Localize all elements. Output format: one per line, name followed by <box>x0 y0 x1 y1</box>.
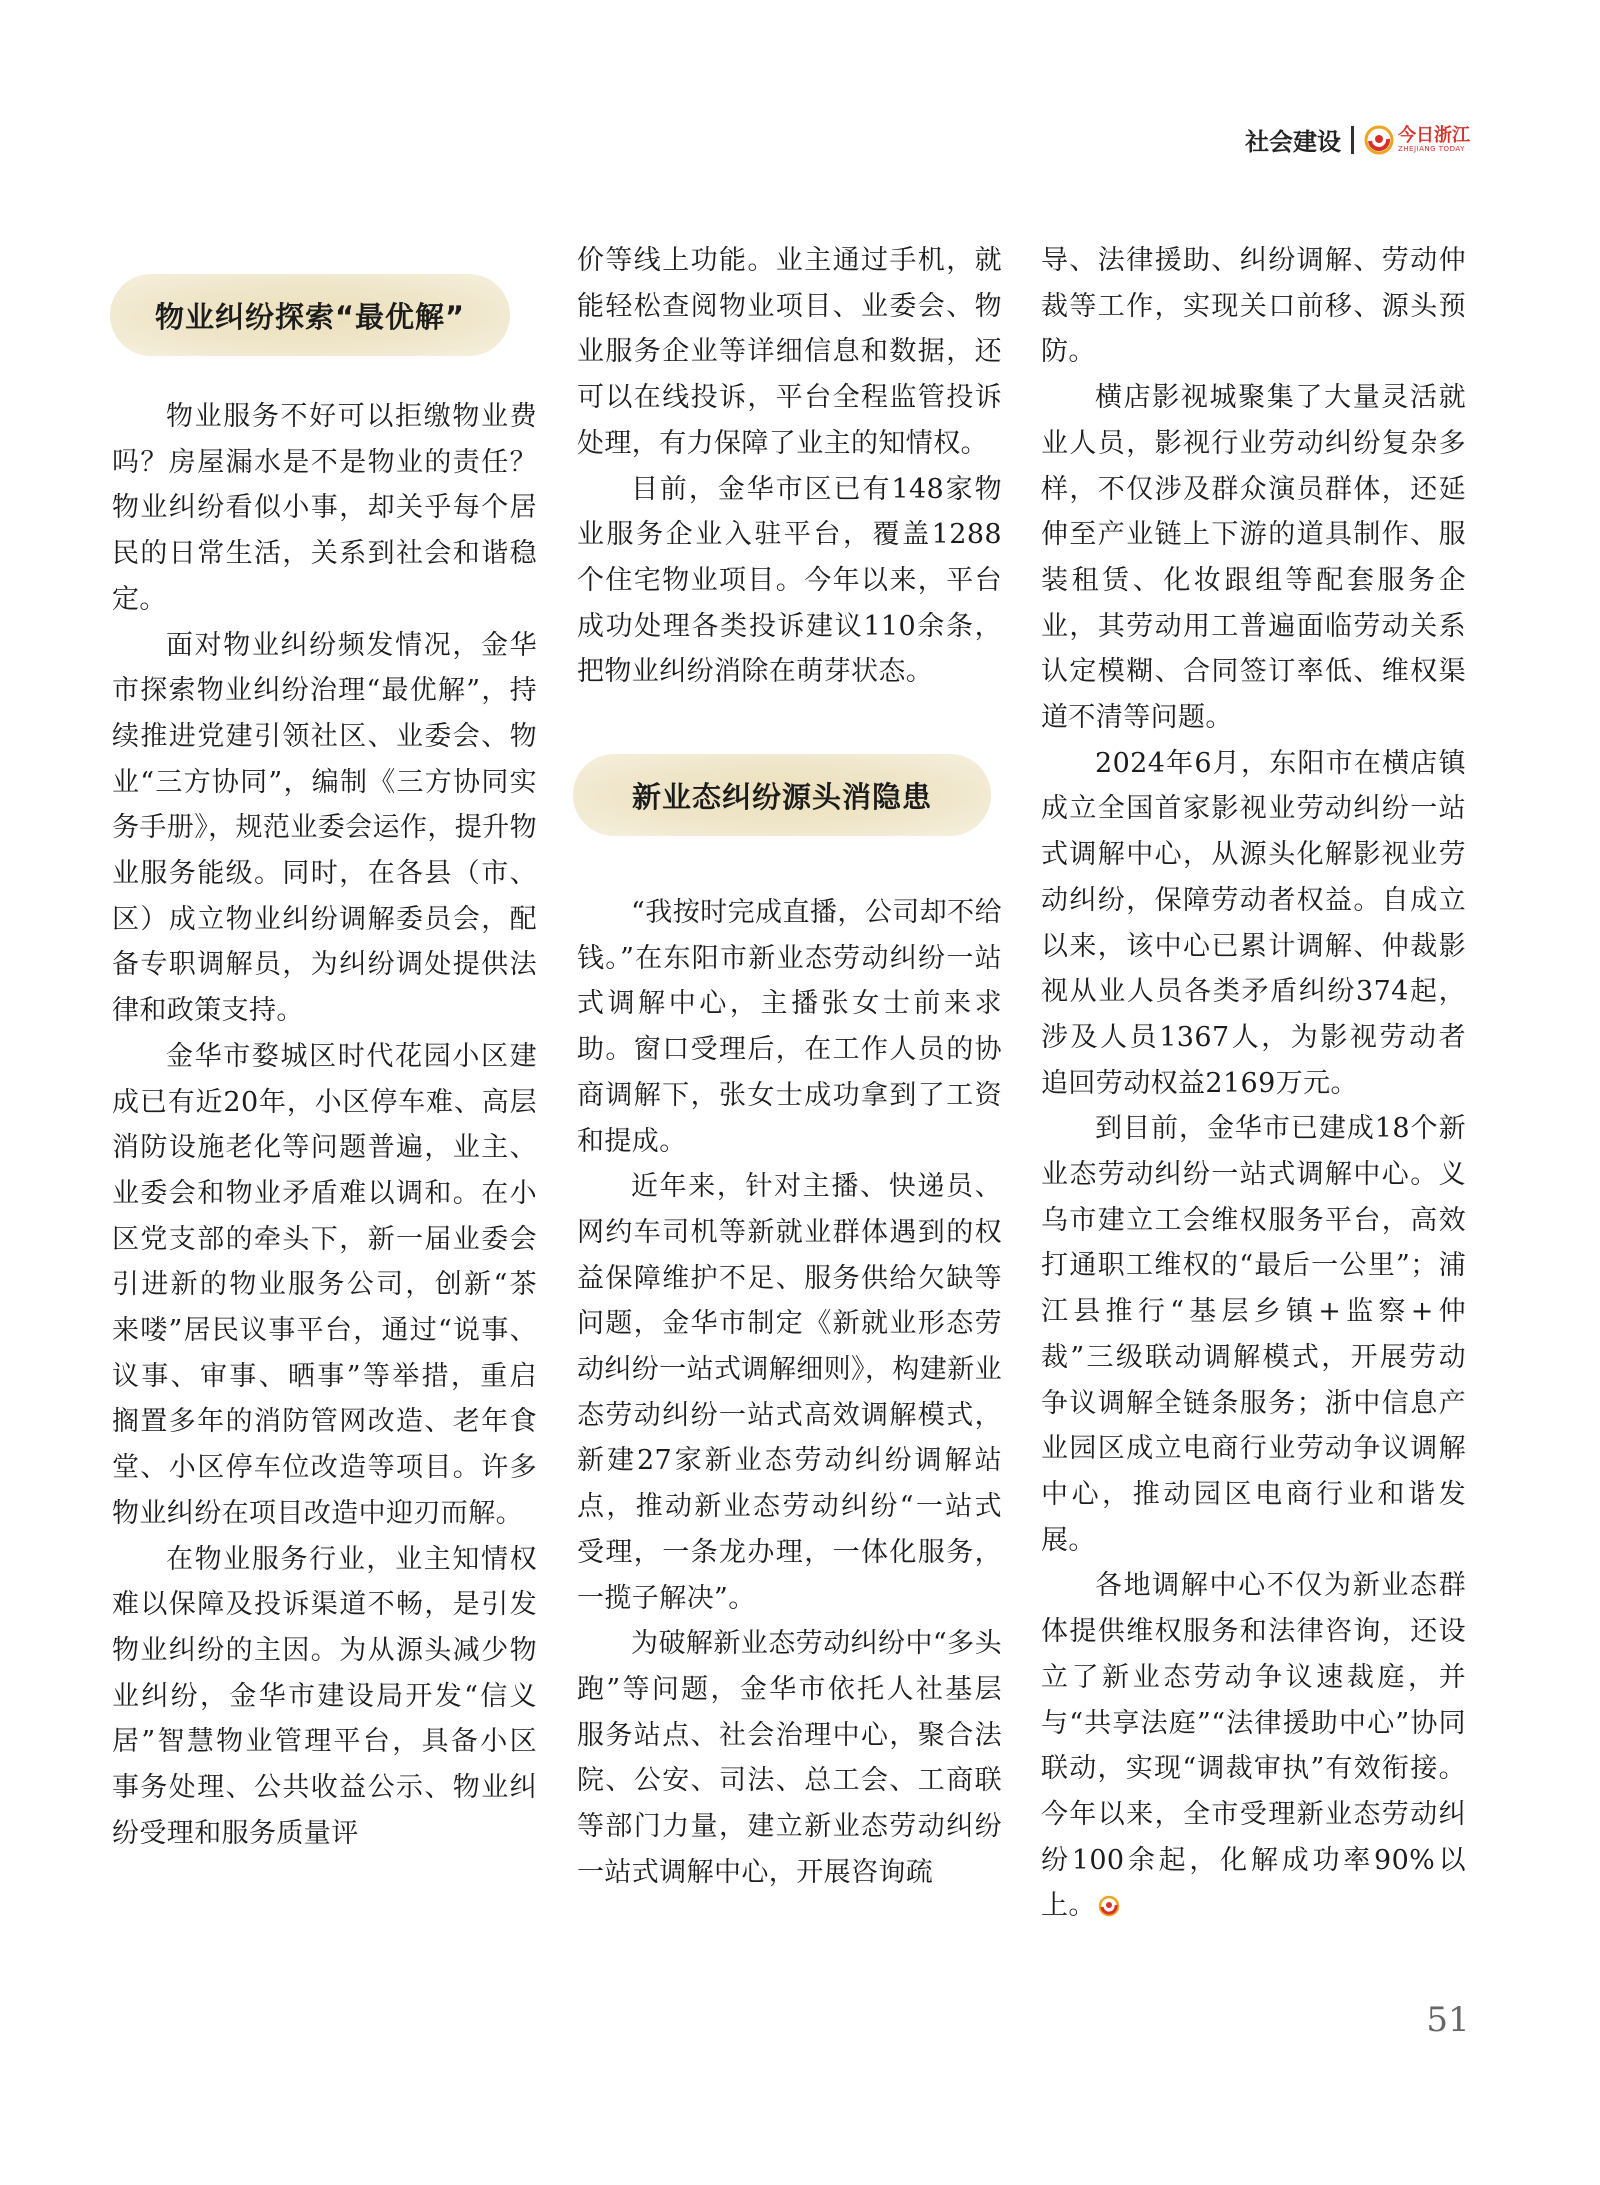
paragraph: 为破解新业态劳动纠纷中“多头跑”等问题，金华市依托人社基层服务站点、社会治理中心，聚合法院、公安、司法、总工会、工商联等部门力量，建立新业态劳动纠纷一站式调解中心，开展咨询疏 <box>577 1628 1002 1888</box>
article-end-icon <box>1098 1895 1120 1917</box>
paragraph-last <box>1041 1563 1466 1929</box>
paragraph: 近年来，针对主播、快递员、网约车司机等新就业群体遇到的权益保障维护不足、服务供给欠缺等问题，金华市制定《新就业形态劳动纠纷一站式调解细则》，构建新业态劳动纠纷一站式高效调解模式，新建27家新业态劳动纠纷调解站点，推动新业态劳动纠纷“一站式受理，一条龙办理，一体化服务，一揽子解决”。 <box>577 1171 1002 1614</box>
section-title-property: 物业纠纷探索“最优解” <box>110 274 510 356</box>
paragraph-text: 各地调解中心不仅为新业态群体提供维权服务和法律咨询，还设立了新业态劳动争议速裁庭，并与“共享法庭”“法律援助中心”协同联动，实现“调裁审执”有效衔接。今年以来，全市受理新业态劳动纠纷100余起，化解成功率90%以上。 <box>1041 1570 1466 1922</box>
paragraph: 金华市婺城区时代花园小区建成已有近20年，小区停车难、高层消防设施老化等问题普遍，业主、业委会和物业矛盾难以调和。在小区党支部的牵头下，新一届业委会引进新的物业服务公司，创新“茶来喽”居民议事平台，通过“说事、议事、审事、晒事”等举措，重启搁置多年的消防管网改造、老年食堂、小区停车位改造等项目。许多物业纠纷在项目改造中迎刃而解。 <box>112 1040 537 1529</box>
section-title-new-business: 新业态纠纷源头消隐患 <box>573 754 991 836</box>
logo-subtitle: ZHEJIANG TODAY <box>1398 144 1465 153</box>
paragraph: 导、法律援助、纠纷调解、劳动仲裁等工作，实现关口前移、源头预防。 <box>1041 245 1466 368</box>
paragraph: 价等线上功能。业主通过手机，就能轻松查阅物业项目、业委会、物业服务企业等详细信息和数据，还可以在线投诉，平台全程监管投诉处理，有力保障了业主的知情权。 <box>577 245 1002 459</box>
column-3 <box>1041 238 1466 1929</box>
page-header <box>1245 122 1470 157</box>
column-1 <box>112 274 537 1857</box>
paragraph: 在物业服务行业，业主知情权难以保障及投诉渠道不畅，是引发物业纠纷的主因。为从源头减少物业纠纷，金华市建设局开发“信义居”智慧物业管理平台，具备小区事务处理、公共收益公示、物业纠纷受理和服务质量评 <box>112 1543 537 1849</box>
paragraph: 目前，金华市区已有148家物业服务企业入驻平台，覆盖1288个住宅物业项目。今年以来，平台成功处理各类投诉建议110余条，把物业纠纷消除在萌芽状态。 <box>577 473 1002 688</box>
paragraph: 2024年6月，东阳市在横店镇成立全国首家影视业劳动纠纷一站式调解中心，从源头化解影视业劳动纠纷，保障劳动者权益。自成立以来，该中心已累计调解、仲裁影视从业人员各类矛盾纠纷374起，涉及人员1367人，为影视劳动者追回劳动权益2169万元。 <box>1041 747 1466 1099</box>
header-divider <box>1351 126 1354 154</box>
section-name: 社会建设 <box>1245 128 1341 156</box>
column-2 <box>577 238 1002 1896</box>
paragraph: 到目前，金华市已建成18个新业态劳动纠纷一站式调解中心。义乌市建立工会维权服务平台，高效打通职工维权的“最后一公里”；浦江县推行“基层乡镇+监察+仲裁”三级联动调解模式，开展劳动争议调解全链条服务；浙中信息产业园区成立电商行业劳动争议调解中心，推动园区电商行业和谐发展。 <box>1041 1113 1466 1556</box>
paragraph: 横店影视城聚集了大量灵活就业人员，影视行业劳动纠纷复杂多样，不仅涉及群众演员群体，还延伸至产业链上下游的道具制作、服装租赁、化妆跟组等配套服务企业，其劳动用工普遍面临劳动关系认定模糊、合同签订率低、维权渠道不清等问题。 <box>1041 382 1466 734</box>
paragraph: “我按时完成直播，公司却不给钱。”在东阳市新业态劳动纠纷一站式调解中心，主播张女士前来求助。窗口受理后，在工作人员的协商调解下，张女士成功拿到了工资和提成。 <box>577 897 1002 1157</box>
paragraph: 面对物业纠纷频发情况，金华市探索物业纠纷治理“最优解”，持续推进党建引领社区、业委会、物业“三方协同”，编制《三方协同实务手册》，规范业委会运作，提升物业服务能级。同时，在各县（市、区）成立物业纠纷调解委员会，配备专职调解员，为纠纷调处提供法律和政策支持。 <box>112 629 537 1027</box>
page-number: 51 <box>1426 2000 1470 2040</box>
magazine-logo <box>1364 125 1470 155</box>
paragraph: 物业服务不好可以拒缴物业费吗？房屋漏水是不是物业的责任？物业纠纷看似小事，却关乎每个居民的日常生活，关系到社会和谐稳定。 <box>112 401 537 615</box>
logo-swirl-icon <box>1364 125 1394 155</box>
logo-text: 今日浙江 <box>1398 124 1470 146</box>
